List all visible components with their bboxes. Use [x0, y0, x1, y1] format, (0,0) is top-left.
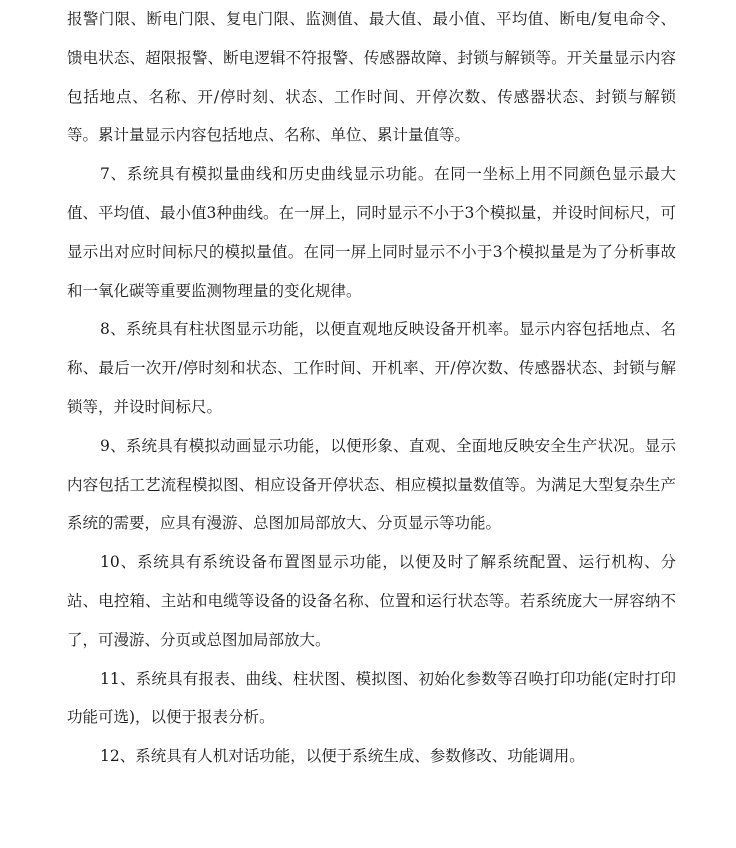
paragraph-item-10: 10、系统具有系统设备布置图显示功能，以便及时了解系统配置、运行机构、分站、电控箱、主站和电缆等设备的设备名称、位置和运行状态等。若系统庞大一屏容纳不了，可漫游、分页或总图加局部放大。	[67, 553, 676, 649]
paragraph-item-12: 12、系统具有人机对话功能，以便于系统生成、参数修改、功能调用。	[100, 747, 585, 766]
paragraph-display-content: 报警门限、断电门限、复电门限、监测值、最大值、最小值、平均值、断电/复电命令、馈电状态、超限报警、断电逻辑不符报警、传感器故障、封锁与解锁等。开关量显示内容包括地点、名称、开/停时刻、状态、工作时间、开停次数、传感器状态、封锁与解锁等。累计量显示内容包括地点、名称、单位、累计量值等。	[67, 10, 676, 145]
paragraph-item-11: 11、系统具有报表、曲线、柱状图、模拟图、初始化参数等召唤打印功能(定时打印功能可选)，以便于报表分析。	[67, 669, 676, 727]
paragraph-item-7: 7、系统具有模拟量曲线和历史曲线显示功能。在同一坐标上用不同颜色显示最大值、平均值、最小值3种曲线。在一屏上，同时显示不小于3个模拟量，并设时间标尺，可显示出对应时间标尺的模拟量值。在同一屏上同时显示不小于3个模拟量是为了分析事故和一氧化碳等重要监测物理量的变化规律。	[67, 165, 676, 300]
paragraph-item-9: 9、系统具有模拟动画显示功能，以便形象、直观、全面地反映安全生产状况。显示内容包括工艺流程模拟图、相应设备开停状态、相应模拟量数值等。为满足大型复杂生产系统的需要，应具有漫游、总图加局部放大、分页显示等功能。	[67, 436, 676, 533]
paragraph-item-8: 8、系统具有柱状图显示功能，以便直观地反映设备开机率。显示内容包括地点、名称、最后一次开/停时刻和状态、工作时间、开机率、开/停次数、传感器状态、封锁与解锁等，并设时间标尺。	[67, 320, 676, 416]
